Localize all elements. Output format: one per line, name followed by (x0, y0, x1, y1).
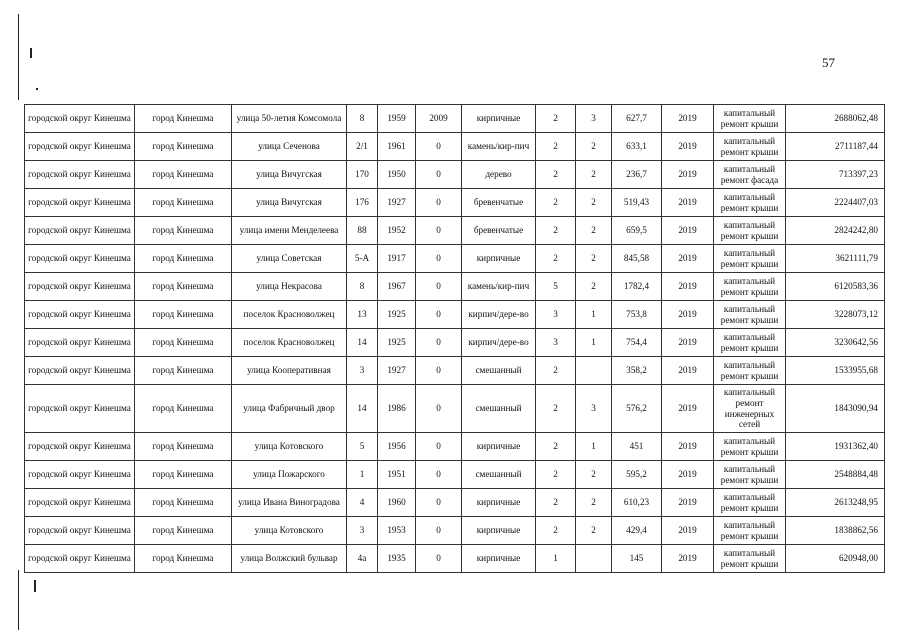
cost-cell: 1533955,68 (786, 357, 885, 385)
table-row (25, 545, 885, 573)
area-cell: 753,8 (612, 301, 662, 329)
city-cell: город Кинешма (135, 433, 232, 461)
street-cell: улица имени Менделеева (232, 217, 347, 245)
city-cell: город Кинешма (135, 357, 232, 385)
wall-material-cell: кирпич/дере-во (462, 301, 536, 329)
house-number-cell: 8 (347, 273, 378, 301)
area-cell: 633,1 (612, 133, 662, 161)
house-number-cell: 170 (347, 161, 378, 189)
city-cell: город Кинешма (135, 517, 232, 545)
plan-year-cell: 2019 (662, 329, 714, 357)
renovation-year-cell: 0 (416, 329, 462, 357)
table-row (25, 105, 885, 133)
year-built-cell: 1953 (378, 517, 416, 545)
street-cell: улица Котовского (232, 517, 347, 545)
scan-mark (18, 570, 19, 630)
year-built-cell: 1927 (378, 189, 416, 217)
plan-year-cell: 2019 (662, 301, 714, 329)
table-row (25, 329, 885, 357)
entrances-cell: 2 (576, 461, 612, 489)
wall-material-cell: камень/кир-пич (462, 133, 536, 161)
house-number-cell: 3 (347, 357, 378, 385)
year-built-cell: 1935 (378, 545, 416, 573)
wall-material-cell: кирпичные (462, 489, 536, 517)
floors-cell: 2 (536, 433, 576, 461)
municipal-district-cell: городской округ Кинешма (25, 301, 135, 329)
municipal-district-cell: городской округ Кинешма (25, 217, 135, 245)
house-number-cell: 3 (347, 517, 378, 545)
wall-material-cell: кирпичные (462, 105, 536, 133)
area-cell: 595,2 (612, 461, 662, 489)
work-type-cell: капитальный ремонт крыши (714, 301, 786, 329)
street-cell: улица Некрасова (232, 273, 347, 301)
work-type-cell: капитальный ремонт крыши (714, 245, 786, 273)
work-type-cell: капитальный ремонт крыши (714, 461, 786, 489)
house-number-cell: 4а (347, 545, 378, 573)
renovation-year-cell: 0 (416, 133, 462, 161)
renovation-year-cell: 0 (416, 161, 462, 189)
city-cell: город Кинешма (135, 545, 232, 573)
renovation-year-cell: 0 (416, 545, 462, 573)
area-cell: 576,2 (612, 385, 662, 433)
floors-cell: 1 (536, 545, 576, 573)
house-number-cell: 2/1 (347, 133, 378, 161)
municipal-district-cell: городской округ Кинешма (25, 433, 135, 461)
wall-material-cell: кирпичные (462, 517, 536, 545)
street-cell: улица Ивана Виноградова (232, 489, 347, 517)
street-cell: улица 50-летия Комсомола (232, 105, 347, 133)
plan-year-cell: 2019 (662, 545, 714, 573)
entrances-cell: 1 (576, 433, 612, 461)
wall-material-cell: кирпич/дере-во (462, 329, 536, 357)
entrances-cell: 2 (576, 245, 612, 273)
house-number-cell: 1 (347, 461, 378, 489)
renovation-year-cell: 0 (416, 517, 462, 545)
wall-material-cell: камень/кир-пич (462, 273, 536, 301)
plan-year-cell: 2019 (662, 517, 714, 545)
plan-year-cell: 2019 (662, 161, 714, 189)
city-cell: город Кинешма (135, 461, 232, 489)
floors-cell: 2 (536, 133, 576, 161)
year-built-cell: 1950 (378, 161, 416, 189)
renovation-year-cell: 0 (416, 273, 462, 301)
wall-material-cell: кирпичные (462, 545, 536, 573)
city-cell: город Кинешма (135, 489, 232, 517)
table-row (25, 189, 885, 217)
floors-cell: 2 (536, 161, 576, 189)
renovation-year-cell: 0 (416, 357, 462, 385)
year-built-cell: 1961 (378, 133, 416, 161)
page-number: 57 (822, 55, 835, 70)
entrances-cell: 2 (576, 189, 612, 217)
house-number-cell: 13 (347, 301, 378, 329)
municipal-district-cell: городской округ Кинешма (25, 161, 135, 189)
housing-registry-table (24, 104, 885, 573)
cost-cell: 3230642,56 (786, 329, 885, 357)
plan-year-cell: 2019 (662, 217, 714, 245)
entrances-cell: 3 (576, 105, 612, 133)
cost-cell: 713397,23 (786, 161, 885, 189)
work-type-cell: капитальный ремонт инженерных сетей (714, 385, 786, 433)
plan-year-cell: 2019 (662, 105, 714, 133)
work-type-cell: капитальный ремонт крыши (714, 517, 786, 545)
area-cell: 451 (612, 433, 662, 461)
cost-cell: 3228073,12 (786, 301, 885, 329)
year-built-cell: 1967 (378, 273, 416, 301)
area-cell: 845,58 (612, 245, 662, 273)
cost-cell: 2688062,48 (786, 105, 885, 133)
city-cell: город Кинешма (135, 273, 232, 301)
floors-cell: 2 (536, 245, 576, 273)
area-cell: 519,43 (612, 189, 662, 217)
floors-cell: 2 (536, 217, 576, 245)
year-built-cell: 1952 (378, 217, 416, 245)
renovation-year-cell: 0 (416, 385, 462, 433)
floors-cell: 2 (536, 489, 576, 517)
plan-year-cell: 2019 (662, 461, 714, 489)
cost-cell: 1931362,40 (786, 433, 885, 461)
house-number-cell: 4 (347, 489, 378, 517)
wall-material-cell: смешанный (462, 385, 536, 433)
cost-cell: 1838862,56 (786, 517, 885, 545)
table-row (25, 301, 885, 329)
municipal-district-cell: городской округ Кинешма (25, 385, 135, 433)
municipal-district-cell: городской округ Кинешма (25, 245, 135, 273)
renovation-year-cell: 0 (416, 433, 462, 461)
area-cell: 358,2 (612, 357, 662, 385)
municipal-district-cell: городской округ Кинешма (25, 461, 135, 489)
floors-cell: 2 (536, 461, 576, 489)
floors-cell: 2 (536, 517, 576, 545)
cost-cell: 2548884,48 (786, 461, 885, 489)
table-row (25, 245, 885, 273)
table-row (25, 357, 885, 385)
entrances-cell: 1 (576, 329, 612, 357)
city-cell: город Кинешма (135, 385, 232, 433)
wall-material-cell: бревенчатые (462, 217, 536, 245)
floors-cell: 2 (536, 189, 576, 217)
area-cell: 1782,4 (612, 273, 662, 301)
entrances-cell: 2 (576, 273, 612, 301)
renovation-year-cell: 0 (416, 461, 462, 489)
entrances-cell (576, 545, 612, 573)
plan-year-cell: 2019 (662, 433, 714, 461)
work-type-cell: капитальный ремонт крыши (714, 189, 786, 217)
table-row (25, 217, 885, 245)
cost-cell: 3621111,79 (786, 245, 885, 273)
street-cell: улица Фабричный двор (232, 385, 347, 433)
entrances-cell: 2 (576, 489, 612, 517)
plan-year-cell: 2019 (662, 133, 714, 161)
plan-year-cell: 2019 (662, 385, 714, 433)
municipal-district-cell: городской округ Кинешма (25, 273, 135, 301)
street-cell: улица Волжский бульвар (232, 545, 347, 573)
year-built-cell: 1956 (378, 433, 416, 461)
wall-material-cell: смешанный (462, 357, 536, 385)
entrances-cell: 2 (576, 217, 612, 245)
year-built-cell: 1959 (378, 105, 416, 133)
street-cell: поселок Красноволжец (232, 329, 347, 357)
entrances-cell: 3 (576, 385, 612, 433)
entrances-cell (576, 357, 612, 385)
year-built-cell: 1927 (378, 357, 416, 385)
house-number-cell: 176 (347, 189, 378, 217)
renovation-year-cell: 0 (416, 217, 462, 245)
area-cell: 145 (612, 545, 662, 573)
municipal-district-cell: городской округ Кинешма (25, 357, 135, 385)
entrances-cell: 2 (576, 161, 612, 189)
floors-cell: 3 (536, 301, 576, 329)
cost-cell: 620948,00 (786, 545, 885, 573)
city-cell: город Кинешма (135, 329, 232, 357)
floors-cell: 2 (536, 385, 576, 433)
table-row (25, 161, 885, 189)
city-cell: город Кинешма (135, 133, 232, 161)
registry-body (25, 105, 885, 573)
city-cell: город Кинешма (135, 105, 232, 133)
street-cell: улица Сеченова (232, 133, 347, 161)
floors-cell: 5 (536, 273, 576, 301)
area-cell: 754,4 (612, 329, 662, 357)
house-number-cell: 14 (347, 329, 378, 357)
floors-cell: 3 (536, 329, 576, 357)
work-type-cell: капитальный ремонт крыши (714, 217, 786, 245)
street-cell: улица Котовского (232, 433, 347, 461)
municipal-district-cell: городской округ Кинешма (25, 105, 135, 133)
table-row (25, 517, 885, 545)
cost-cell: 6120583,36 (786, 273, 885, 301)
scan-mark (36, 88, 38, 90)
city-cell: город Кинешма (135, 301, 232, 329)
renovation-year-cell: 0 (416, 245, 462, 273)
area-cell: 429,4 (612, 517, 662, 545)
house-number-cell: 14 (347, 385, 378, 433)
wall-material-cell: смешанный (462, 461, 536, 489)
street-cell: улица Советская (232, 245, 347, 273)
area-cell: 659,5 (612, 217, 662, 245)
table-row (25, 133, 885, 161)
work-type-cell: капитальный ремонт крыши (714, 273, 786, 301)
house-number-cell: 88 (347, 217, 378, 245)
street-cell: улица Вичугская (232, 161, 347, 189)
plan-year-cell: 2019 (662, 273, 714, 301)
scan-mark (18, 14, 19, 100)
year-built-cell: 1986 (378, 385, 416, 433)
work-type-cell: капитальный ремонт крыши (714, 357, 786, 385)
cost-cell: 2224407,03 (786, 189, 885, 217)
table-row (25, 489, 885, 517)
renovation-year-cell: 0 (416, 301, 462, 329)
plan-year-cell: 2019 (662, 357, 714, 385)
area-cell: 627,7 (612, 105, 662, 133)
cost-cell: 1843090,94 (786, 385, 885, 433)
work-type-cell: капитальный ремонт фасада (714, 161, 786, 189)
wall-material-cell: дерево (462, 161, 536, 189)
municipal-district-cell: городской округ Кинешма (25, 545, 135, 573)
renovation-year-cell: 0 (416, 489, 462, 517)
house-number-cell: 8 (347, 105, 378, 133)
municipal-district-cell: городской округ Кинешма (25, 517, 135, 545)
municipal-district-cell: городской округ Кинешма (25, 329, 135, 357)
municipal-district-cell: городской округ Кинешма (25, 489, 135, 517)
entrances-cell: 1 (576, 301, 612, 329)
table-row (25, 433, 885, 461)
year-built-cell: 1960 (378, 489, 416, 517)
year-built-cell: 1925 (378, 301, 416, 329)
year-built-cell: 1917 (378, 245, 416, 273)
table-row (25, 385, 885, 433)
area-cell: 610,23 (612, 489, 662, 517)
cost-cell: 2824242,80 (786, 217, 885, 245)
year-built-cell: 1951 (378, 461, 416, 489)
plan-year-cell: 2019 (662, 189, 714, 217)
table-row (25, 461, 885, 489)
city-cell: город Кинешма (135, 189, 232, 217)
entrances-cell: 2 (576, 517, 612, 545)
work-type-cell: капитальный ремонт крыши (714, 433, 786, 461)
house-number-cell: 5 (347, 433, 378, 461)
renovation-year-cell: 2009 (416, 105, 462, 133)
work-type-cell: капитальный ремонт крыши (714, 489, 786, 517)
house-number-cell: 5-А (347, 245, 378, 273)
year-built-cell: 1925 (378, 329, 416, 357)
entrances-cell: 2 (576, 133, 612, 161)
work-type-cell: капитальный ремонт крыши (714, 133, 786, 161)
floors-cell: 2 (536, 357, 576, 385)
wall-material-cell: кирпичные (462, 433, 536, 461)
street-cell: улица Кооперативная (232, 357, 347, 385)
work-type-cell: капитальный ремонт крыши (714, 105, 786, 133)
cost-cell: 2613248,95 (786, 489, 885, 517)
scan-mark (30, 48, 32, 58)
area-cell: 236,7 (612, 161, 662, 189)
street-cell: улица Вичугская (232, 189, 347, 217)
scan-mark (34, 580, 36, 592)
floors-cell: 2 (536, 105, 576, 133)
municipal-district-cell: городской округ Кинешма (25, 189, 135, 217)
renovation-year-cell: 0 (416, 189, 462, 217)
city-cell: город Кинешма (135, 245, 232, 273)
street-cell: поселок Красноволжец (232, 301, 347, 329)
wall-material-cell: бревенчатые (462, 189, 536, 217)
plan-year-cell: 2019 (662, 245, 714, 273)
wall-material-cell: кирпичные (462, 245, 536, 273)
municipal-district-cell: городской округ Кинешма (25, 133, 135, 161)
plan-year-cell: 2019 (662, 489, 714, 517)
street-cell: улица Пожарского (232, 461, 347, 489)
city-cell: город Кинешма (135, 217, 232, 245)
work-type-cell: капитальный ремонт крыши (714, 545, 786, 573)
city-cell: город Кинешма (135, 161, 232, 189)
work-type-cell: капитальный ремонт крыши (714, 329, 786, 357)
table-row (25, 273, 885, 301)
cost-cell: 2711187,44 (786, 133, 885, 161)
